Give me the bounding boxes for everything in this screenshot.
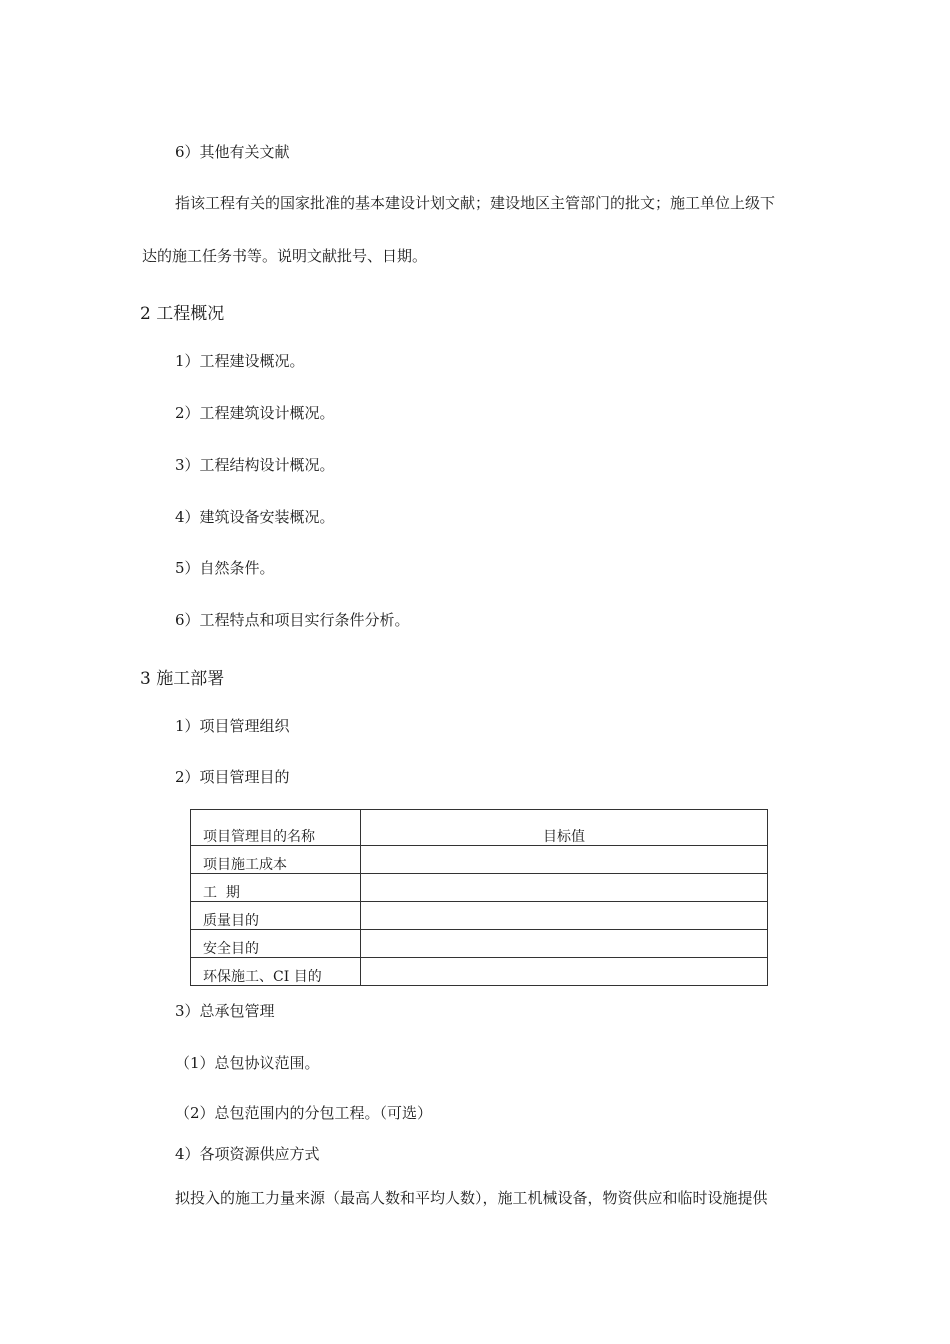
goals-table [190, 809, 768, 986]
table-cell [361, 846, 768, 874]
table-row [191, 874, 768, 902]
list-item: 2）工程建筑设计概况。 [175, 404, 335, 422]
paragraph-line: 达的施工任务书等。说明文献批号、日期。 [142, 247, 428, 265]
list-item: 1）项目管理组织 [175, 717, 290, 735]
table-cell: 工 期 [191, 874, 361, 902]
section-heading: 3 施工部署 [140, 669, 225, 689]
item-title: 6）其他有关文献 [175, 143, 290, 161]
table-cell [361, 902, 768, 930]
list-item: 5）自然条件。 [175, 559, 275, 577]
list-sub-item: （1）总包协议范围。 [175, 1054, 320, 1072]
table-cell [361, 874, 768, 902]
table-row [191, 846, 768, 874]
table-cell [361, 958, 768, 986]
table-header-cell: 项目管理目的名称 [191, 810, 361, 846]
paragraph-line: 指该工程有关的国家批准的基本建设计划文献；建设地区主管部门的批文；施工单位上级下 [175, 194, 776, 212]
paragraph-line: 拟投入的施工力量来源（最高人数和平均人数），施工机械设备，物资供应和临时设施提供 [175, 1189, 768, 1207]
list-item: 6）工程特点和项目实行条件分析。 [175, 611, 410, 629]
table-cell: 环保施工、CI 目的 [191, 958, 361, 986]
table-row [191, 958, 768, 986]
section-heading: 2 工程概况 [140, 304, 225, 324]
list-item: 2）项目管理目的 [175, 768, 290, 786]
list-sub-item: （2）总包范围内的分包工程。（可选） [175, 1104, 433, 1122]
list-item: 3）总承包管理 [175, 1002, 275, 1020]
table-cell: 质量目的 [191, 902, 361, 930]
table-header-row [191, 810, 768, 846]
list-item: 4）各项资源供应方式 [175, 1145, 320, 1163]
table-header-cell: 目标值 [361, 810, 768, 846]
table-row [191, 930, 768, 958]
table-row [191, 902, 768, 930]
table-cell [361, 930, 768, 958]
list-item: 3）工程结构设计概况。 [175, 456, 335, 474]
table-cell: 项目施工成本 [191, 846, 361, 874]
list-item: 1）工程建设概况。 [175, 352, 305, 370]
list-item: 4）建筑设备安装概况。 [175, 508, 335, 526]
table-cell: 安全目的 [191, 930, 361, 958]
